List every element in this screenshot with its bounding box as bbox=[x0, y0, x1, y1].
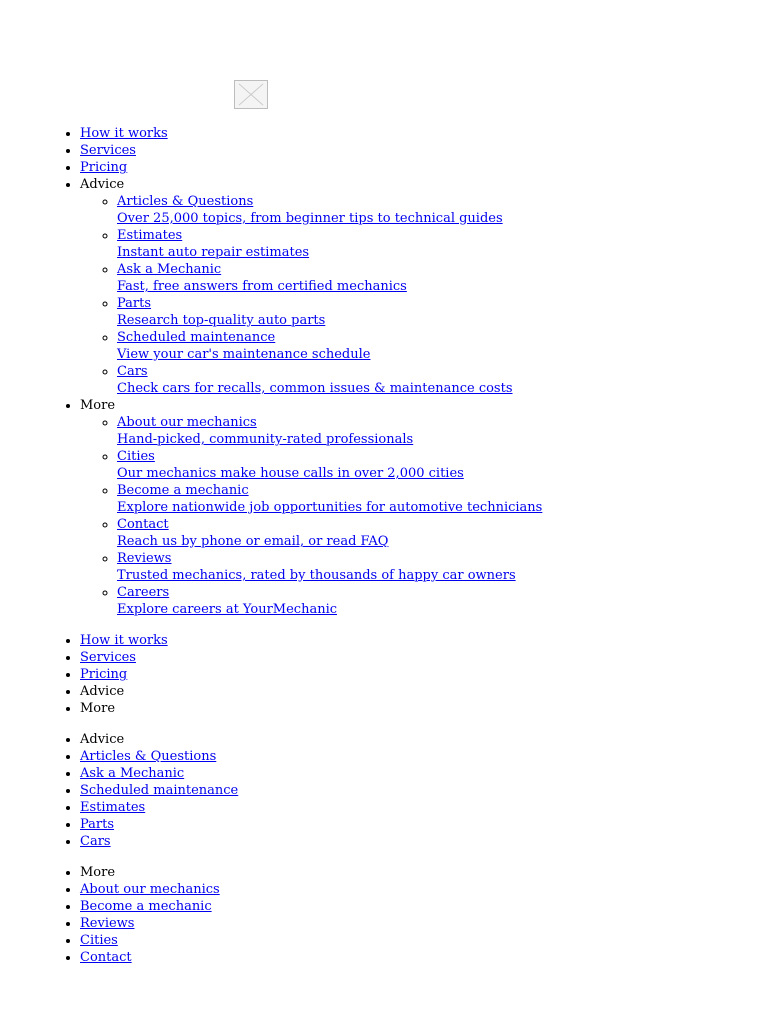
list-item bbox=[80, 949, 768, 966]
list-item bbox=[80, 932, 768, 949]
advice-link-cars[interactable]: Cars bbox=[80, 834, 111, 849]
submenu-item bbox=[117, 448, 768, 482]
submenu-desc: Explore careers at YourMechanic bbox=[117, 602, 338, 617]
submenu-desc: Instant auto repair estimates bbox=[117, 245, 310, 260]
submenu-item bbox=[117, 227, 768, 261]
more-link-reviews[interactable]: Reviews bbox=[80, 916, 135, 931]
submenu-item bbox=[117, 414, 768, 448]
submenu-title: Cities bbox=[117, 449, 155, 464]
list-heading bbox=[80, 864, 768, 881]
submenu-title: Become a mechanic bbox=[117, 483, 249, 498]
secondary-link-services[interactable]: Services bbox=[80, 650, 136, 665]
submenu-title: Reviews bbox=[117, 551, 172, 566]
submenu-item bbox=[117, 329, 768, 363]
nav-item-pricing bbox=[80, 159, 768, 176]
secondary-link-pricing[interactable]: Pricing bbox=[80, 667, 128, 682]
submenu-title: Ask a Mechanic bbox=[117, 262, 222, 277]
list-item bbox=[80, 833, 768, 850]
submenu-link-careers[interactable] bbox=[117, 585, 768, 618]
secondary-label-advice: Advice bbox=[80, 684, 125, 699]
list-item bbox=[80, 816, 768, 833]
more-heading: More bbox=[80, 865, 116, 880]
submenu-desc: Hand-picked, community-rated professionals bbox=[117, 432, 414, 447]
nav-label-more: More bbox=[80, 398, 116, 413]
submenu-title: Contact bbox=[117, 517, 169, 532]
submenu-desc: Over 25,000 topics, from beginner tips to technical guides bbox=[117, 211, 503, 226]
more-link-become-a-mechanic[interactable]: Become a mechanic bbox=[80, 899, 212, 914]
submenu-item bbox=[117, 584, 768, 618]
submenu-desc: Fast, free answers from certified mechanics bbox=[117, 279, 407, 294]
nav-link-pricing[interactable]: Pricing bbox=[80, 160, 128, 175]
nav-label-advice: Advice bbox=[80, 177, 125, 192]
list-item bbox=[80, 765, 768, 782]
list-item bbox=[80, 748, 768, 765]
submenu-title: Articles & Questions bbox=[117, 194, 254, 209]
submenu-link-reviews[interactable] bbox=[117, 551, 768, 584]
submenu-link-estimates[interactable] bbox=[117, 228, 768, 261]
page-content bbox=[0, 125, 768, 966]
list-item bbox=[80, 898, 768, 915]
more-submenu bbox=[80, 414, 768, 618]
nav-item-more bbox=[80, 397, 768, 618]
secondary-nav bbox=[0, 632, 768, 717]
list-item bbox=[80, 632, 768, 649]
more-nav bbox=[0, 864, 768, 966]
more-link-cities[interactable]: Cities bbox=[80, 933, 118, 948]
submenu-link-contact[interactable] bbox=[117, 517, 768, 550]
submenu-item bbox=[117, 482, 768, 516]
submenu-link-cars[interactable] bbox=[117, 364, 768, 397]
more-link-contact[interactable]: Contact bbox=[80, 950, 132, 965]
submenu-title: Cars bbox=[117, 364, 148, 379]
submenu-desc: Trusted mechanics, rated by thousands of happy car owners bbox=[117, 568, 516, 583]
submenu-item bbox=[117, 516, 768, 550]
advice-link-scheduled-maintenance[interactable]: Scheduled maintenance bbox=[80, 783, 239, 798]
list-item bbox=[80, 649, 768, 666]
close-icon bbox=[235, 81, 267, 108]
nav-item-services bbox=[80, 142, 768, 159]
list-heading bbox=[80, 731, 768, 748]
submenu-desc: Our mechanics make house calls in over 2,000 cities bbox=[117, 466, 464, 481]
submenu-item bbox=[117, 363, 768, 397]
list-item bbox=[80, 881, 768, 898]
submenu-desc: Explore nationwide job opportunities for automotive technicians bbox=[117, 500, 543, 515]
nav-link-how-it-works[interactable]: How it works bbox=[80, 126, 168, 141]
nav-item-advice bbox=[80, 176, 768, 397]
submenu-desc: Reach us by phone or email, or read FAQ bbox=[117, 534, 389, 549]
advice-link-ask-a-mechanic[interactable]: Ask a Mechanic bbox=[80, 766, 185, 781]
submenu-title: Scheduled maintenance bbox=[117, 330, 276, 345]
submenu-title: About our mechanics bbox=[117, 415, 257, 430]
submenu-desc: Check cars for recalls, common issues & maintenance costs bbox=[117, 381, 513, 396]
list-item bbox=[80, 799, 768, 816]
submenu-link-articles-questions[interactable] bbox=[117, 194, 768, 227]
advice-link-estimates[interactable]: Estimates bbox=[80, 800, 146, 815]
submenu-link-about-our-mechanics[interactable] bbox=[117, 415, 768, 448]
list-item bbox=[80, 700, 768, 717]
submenu-item bbox=[117, 193, 768, 227]
list-item bbox=[80, 666, 768, 683]
advice-nav bbox=[0, 731, 768, 850]
submenu-link-scheduled-maintenance[interactable] bbox=[117, 330, 768, 363]
list-item bbox=[80, 915, 768, 932]
submenu-item bbox=[117, 295, 768, 329]
advice-submenu bbox=[80, 193, 768, 397]
submenu-title: Parts bbox=[117, 296, 152, 311]
secondary-label-more: More bbox=[80, 701, 116, 716]
nav-item-how-it-works bbox=[80, 125, 768, 142]
more-link-about-our-mechanics[interactable]: About our mechanics bbox=[80, 882, 220, 897]
list-item bbox=[80, 683, 768, 700]
advice-link-parts[interactable]: Parts bbox=[80, 817, 115, 832]
advice-link-articles-questions[interactable]: Articles & Questions bbox=[80, 749, 217, 764]
advice-heading: Advice bbox=[80, 732, 125, 747]
submenu-link-parts[interactable] bbox=[117, 296, 768, 329]
submenu-title: Estimates bbox=[117, 228, 183, 243]
submenu-item bbox=[117, 550, 768, 584]
submenu-desc: View your car's maintenance schedule bbox=[117, 347, 371, 362]
submenu-item bbox=[117, 261, 768, 295]
submenu-desc: Research top-quality auto parts bbox=[117, 313, 326, 328]
submenu-link-ask-a-mechanic[interactable] bbox=[117, 262, 768, 295]
nav-link-services[interactable]: Services bbox=[80, 143, 136, 158]
primary-nav bbox=[0, 125, 768, 618]
submenu-link-become-a-mechanic[interactable] bbox=[117, 483, 768, 516]
submenu-title: Careers bbox=[117, 585, 170, 600]
list-item bbox=[80, 782, 768, 799]
secondary-link-how-it-works[interactable]: How it works bbox=[80, 633, 168, 648]
close-button[interactable] bbox=[234, 80, 268, 109]
submenu-link-cities[interactable] bbox=[117, 449, 768, 482]
